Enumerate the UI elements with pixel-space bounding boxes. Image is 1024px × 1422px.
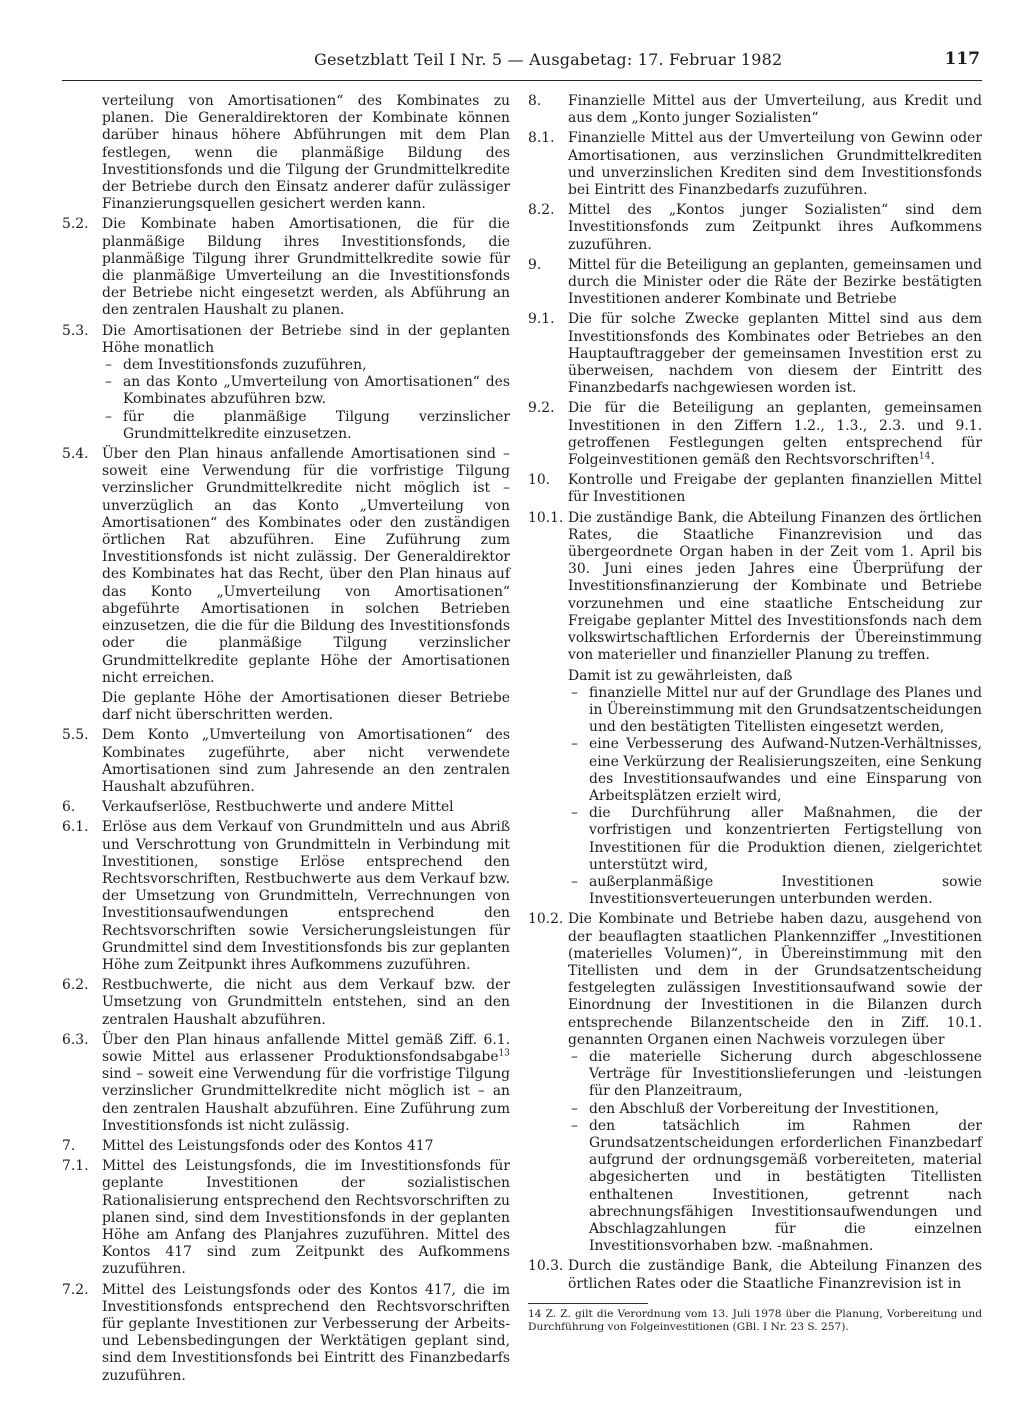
right-column: [528, 93, 982, 1334]
section-6-3: [62, 1032, 510, 1135]
section-text: Durch die zuständige Bank, die Abteilung Finanzen des örtlichen Rates oder die Staatliche Finanzrevision ist in: [568, 1258, 982, 1292]
text-part: Die für die Beteiligung an geplanten, gemeinsamen Investitionen in den Ziffern 1.2., 1.3., 2.3. und 9.1. getroffenen Festlegungen gelten entsprechend für Folgeinvestitionen gemäß den Rechtsvorschriften: [568, 400, 982, 469]
section-continuation: [62, 93, 510, 213]
section-5-5: [62, 727, 510, 796]
section-9: [528, 257, 982, 309]
section-number: 5.5.: [62, 727, 89, 744]
page-number: 117: [944, 49, 980, 69]
header-title: Gesetzblatt Teil I Nr. 5 — Ausgabetag: 17. Februar 1982: [314, 50, 783, 69]
section-9-2: [528, 400, 982, 469]
section-number: 7.1.: [62, 1158, 89, 1175]
section-text: Restbuchwerte, die nicht aus dem Verkauf bzw. der Umsetzung von Grundmitteln entstehen, sind an den zentralen Haushalt abzuführen.: [102, 977, 510, 1028]
list-item: – eine Verbesserung des Aufwand-Nutzen-Verhältnisses, eine Verkürzung der Realisierungszeiten, eine Senkung des Investitionsaufwandes und eine Einsparung von Arbeitsplätzen erzielt wird,: [568, 736, 982, 805]
section-number: 8.2.: [528, 202, 555, 219]
section-number: 5.3.: [62, 322, 89, 339]
section-8-2: [528, 202, 982, 254]
section-5-2: [62, 216, 510, 319]
list-item: – außerplanmäßige Investitionen sowie Investitionsverteuerungen unterbunden werden.: [568, 874, 982, 908]
section-number: 10.: [528, 472, 551, 489]
left-column: [62, 93, 510, 1388]
section-7-2: [62, 1282, 510, 1385]
continuation-text: verteilung von Amortisationen“ des Kombinates zu planen. Die Generaldirektoren der Kombinate können darüber hinaus höhere Abführungen mit dem Plan festlegen, wenn die planmäßige Bildung des Investitionsfonds und die Tilgung der Grundmittelkredite der Betriebe durch den Einsatz anderer dafür zulässiger Finanzierungsquellen gesichert werden kann.: [102, 93, 510, 213]
dash-list: [568, 685, 982, 909]
dash-list: [102, 357, 510, 443]
section-text: Mittel des Leistungsfonds, die im Investitionsfonds für geplante Investitionen der sozialistischen Rationalisierung entsprechend den Rechtsvorschriften zu planen sind, sind dem Investitionsfonds in der geplanten Höhe am Anfang des Planjahres zuzuführen. Mittel des Kontos 417 sind zum Zeitpunkt des Aufkommens zuzuführen.: [102, 1158, 510, 1278]
section-10: [528, 472, 982, 506]
section-text: Die Amortisationen der Betriebe sind in der geplanten Höhe monatlich: [102, 322, 510, 356]
section-text: Über den Plan hinaus anfallende Amortisationen sind – soweit eine Verwendung für die vorfristige Tilgung verzinslicher Grundmittelkredite nicht möglich ist – unverzüglich an das Konto „Umverteilung von Amortisationen“ des Kombinates oder den zuständigen örtlichen Rat abzuführen. Eine Zuführung zum Investitionsfonds ist nicht zulässig. Der Generaldirektor des Kombinates hat das Recht, über den Plan hinaus auf das Konto „Umverteilung von Amortisationen“ abgeführte Amortisationen in solchen Betrieben einzusetzen, die die für die Bildung des Investitionsfonds oder die planmäßige Tilgung verzinslicher Grundmittelkredite geplante Höhe der Amortisationen nicht erreichen.: [102, 446, 510, 686]
section-number: 9.1.: [528, 311, 555, 328]
section-6: [62, 799, 510, 816]
section-number: 8.1.: [528, 130, 555, 147]
section-number: 6.1.: [62, 819, 89, 836]
section-text: Erlöse aus dem Verkauf von Grundmitteln und aus Abriß und Verschrottung von Grundmitteln in Verbindung mit Investitionen, sonstige Erlöse entsprechend den Rechtsvorschriften, Restbuchwerte aus dem Verkauf bzw. der Umsetzung von Grundmitteln, Verrechnungen von Investitionsaufwendungen entsprechend den Rechtsvorschriften sowie Versicherungsleistungen für Grundmittel sind dem Investitionsfonds bis zur geplanten Höhe zum Zeitpunkt ihres Aufkommens zuzuführen.: [102, 819, 510, 973]
section-number: 10.2.: [528, 911, 564, 928]
section-heading: Mittel für die Beteiligung an geplanten, gemeinsamen und durch die Minister oder die Räte der Bezirke bestätigten Investitionen anderer Kombinate und Betriebe: [568, 256, 982, 308]
section-number: 6.3.: [62, 1031, 89, 1048]
section-number: 5.2.: [62, 216, 89, 233]
section-heading: Finanzielle Mittel aus der Umverteilung, aus Kredit und aus dem „Konto junger Sozialisten“: [568, 93, 982, 127]
section-text: Die Kombinate und Betriebe haben dazu, ausgehend von der beauflagten staatlichen Plankennziffer „Investitionen (materielles Volumen)“, in Übereinstimmung mit den Titellisten und dem in der Grundsatzentscheidung festgelegten zulässigen Investitionsaufwand sowie der Einordnung der Investitionen in die Bilanzen durch entsprechende Bilanzentscheide den in Ziff. 10.1. genannten Organen einen Nachweis vorzulegen über: [568, 911, 982, 1048]
page-header: [62, 50, 982, 81]
section-heading: Kontrolle und Freigabe der geplanten finanziellen Mittel für Investitionen: [568, 472, 982, 506]
list-item: – den tatsächlich im Rahmen der Grundsatzentscheidungen erforderlichen Finanzbedarf aufgrund der ordnungsgemäß vorbereiteten, material abgesicherten und in bestätigten Titellisten enthaltenen Investitionen, getrennt nach abrechnungsfähigen Investitionsaufwendungen und Abschlagzahlungen für die einzelnen Investitionsvorhaben bzw. -maßnahmen.: [568, 1118, 982, 1256]
section-number: 10.1.: [528, 509, 564, 526]
section-text: Dem Konto „Umverteilung von Amortisationen“ des Kombinates zugeführte, aber nicht verwendete Amortisationen sind zum Jahresende an den zentralen Haushalt abzuführen.: [102, 727, 510, 795]
section-7: [62, 1138, 510, 1155]
section-number: 5.4.: [62, 446, 89, 463]
section-paragraph: Die geplante Höhe der Amortisationen dieser Betriebe darf nicht überschritten werden.: [102, 689, 510, 724]
list-item: – die Durchführung aller Maßnahmen, die der vorfristigen und konzentrierten Fertigstellung von Investitionen für die Produktion dienen, zielgerichtet unterstützt wird,: [568, 805, 982, 874]
list-item: – dem Investitionsfonds zuzuführen,: [102, 357, 510, 374]
section-text: Finanzielle Mittel aus der Umverteilung von Gewinn oder Amortisationen, aus verzinslichen Grundmittelkrediten und unverzinslichen Krediten sind dem Investitionsfonds bei Eintritt des Finanzbedarfs zuzuführen.: [568, 130, 982, 199]
section-text: Mittel des Leistungsfonds oder des Kontos 417, die im Investitionsfonds entsprechend den Rechtsvorschriften für geplante Investitionen zur Verbesserung der Arbeits- und Lebensbedingungen der Werktätigen geplant sind, sind dem Investitionsfonds bei Eintritt des Finanzbedarfs zuzuführen.: [102, 1281, 510, 1384]
list-item: – finanzielle Mittel nur auf der Grundlage des Planes und in Übereinstimmung mit den Grundsatzentscheidungen und den bestätigten Titellisten eingesetzt werden,: [568, 685, 982, 737]
section-number: 8.: [528, 93, 542, 109]
section-paragraph: Damit ist zu gewährleisten, daß: [568, 667, 793, 684]
section-number: 9.2.: [528, 400, 555, 417]
section-6-2: [62, 977, 510, 1029]
footnote-ref[interactable]: 14: [918, 451, 931, 462]
section-text: [568, 400, 982, 469]
section-number: 6.: [62, 799, 76, 816]
section-5-3: [62, 323, 510, 443]
footnote-divider: [528, 1303, 648, 1304]
section-10-1: [528, 510, 982, 909]
list-item: – die materielle Sicherung durch abgeschlossene Verträge für Investitionslieferungen und -leistungen für den Planzeitraum,: [568, 1049, 982, 1101]
section-7-1: [62, 1158, 510, 1278]
section-number: 7.2.: [62, 1281, 89, 1298]
section-text: [102, 1032, 510, 1135]
section-heading: Verkaufserlöse, Restbuchwerte und andere Mittel: [102, 799, 454, 816]
section-10-3: [528, 1258, 982, 1292]
list-item: – den Abschluß der Vorbereitung der Investitionen,: [568, 1101, 982, 1118]
list-item: – an das Konto „Umverteilung von Amortisationen“ des Kombinates abzuführen bzw.: [102, 374, 510, 408]
section-8: [528, 93, 982, 127]
text-part: sind – soweit eine Verwendung für die vorfristige Tilgung verzinslicher Grundmittelkredite nicht möglich ist – an den zentralen Haushalt abzuführen. Eine Zuführung zum Investitionsfonds ist nicht zulässig.: [102, 1066, 510, 1134]
section-6-1: [62, 819, 510, 974]
dash-list: [568, 1049, 982, 1255]
section-text: Die zuständige Bank, die Abteilung Finanzen des örtlichen Rates, die Staatliche Finanzrevision und das übergeordnete Organ haben in der Zeit vom 1. April bis 30. Juni eines jeden Jahres eine Überprüfung der Investitionsfinanzierung der Kombinate und Betriebe vorzunehmen und eine staatliche Entscheidung zur Freigabe geplanter Mittel des Investitionsfonds nach dem volkswirtschaftlichen Erfordernis der Übereinstimmung von materieller und finanzieller Planung zu treffen.: [568, 509, 982, 664]
section-number: 9.: [528, 256, 542, 273]
section-9-1: [528, 311, 982, 397]
section-5-4: [62, 446, 510, 724]
section-text: Die für solche Zwecke geplanten Mittel sind aus dem Investitionsfonds des Kombinates oder Betriebes an den Hauptauftraggeber der gemeinsamen Investition erst zu überweisen, nachdem von diesem der Eintritt des Finanzbedarfs nachgewiesen worden ist.: [568, 311, 982, 397]
text-part: .: [930, 452, 935, 469]
section-10-2: [528, 911, 982, 1255]
section-number: 6.2.: [62, 977, 89, 994]
section-number: 7.: [62, 1137, 76, 1154]
section-heading: Mittel des Leistungsfonds oder des Kontos 417: [102, 1137, 434, 1154]
section-text: Die Kombinate haben Amortisationen, die für die planmäßige Bildung ihres Investitionsfonds, die planmäßige Tilgung ihrer Grundmittelkredite sowie für die planmäßige Umverteilung an die Investitionsfonds der Betriebe nicht eingesetzt werden, als Abführung an den zentralen Haushalt zu planen.: [102, 216, 510, 319]
footnote-ref[interactable]: 13: [498, 1048, 510, 1059]
section-text: Mittel des „Kontos junger Sozialisten“ sind dem Investitionsfonds zum Zeitpunkt ihres Aufkommens zuzuführen.: [568, 202, 982, 253]
text-part: Über den Plan hinaus anfallende Mittel gemäß Ziff. 6.1. sowie Mittel aus erlassener Produktionsfondsabgabe: [102, 1031, 510, 1065]
section-8-1: [528, 130, 982, 199]
list-item: – für die planmäßige Tilgung verzinslicher Grundmittelkredite einzusetzen.: [102, 409, 510, 443]
footnote-14: 14 Z. Z. gilt die Verordnung vom 13. Juli 1978 über die Planung, Vorbereitung und Durchführung von Folgeinvestitionen (GBl. I Nr. 23 S. 257).: [528, 1307, 982, 1333]
section-number: 10.3.: [528, 1258, 564, 1275]
